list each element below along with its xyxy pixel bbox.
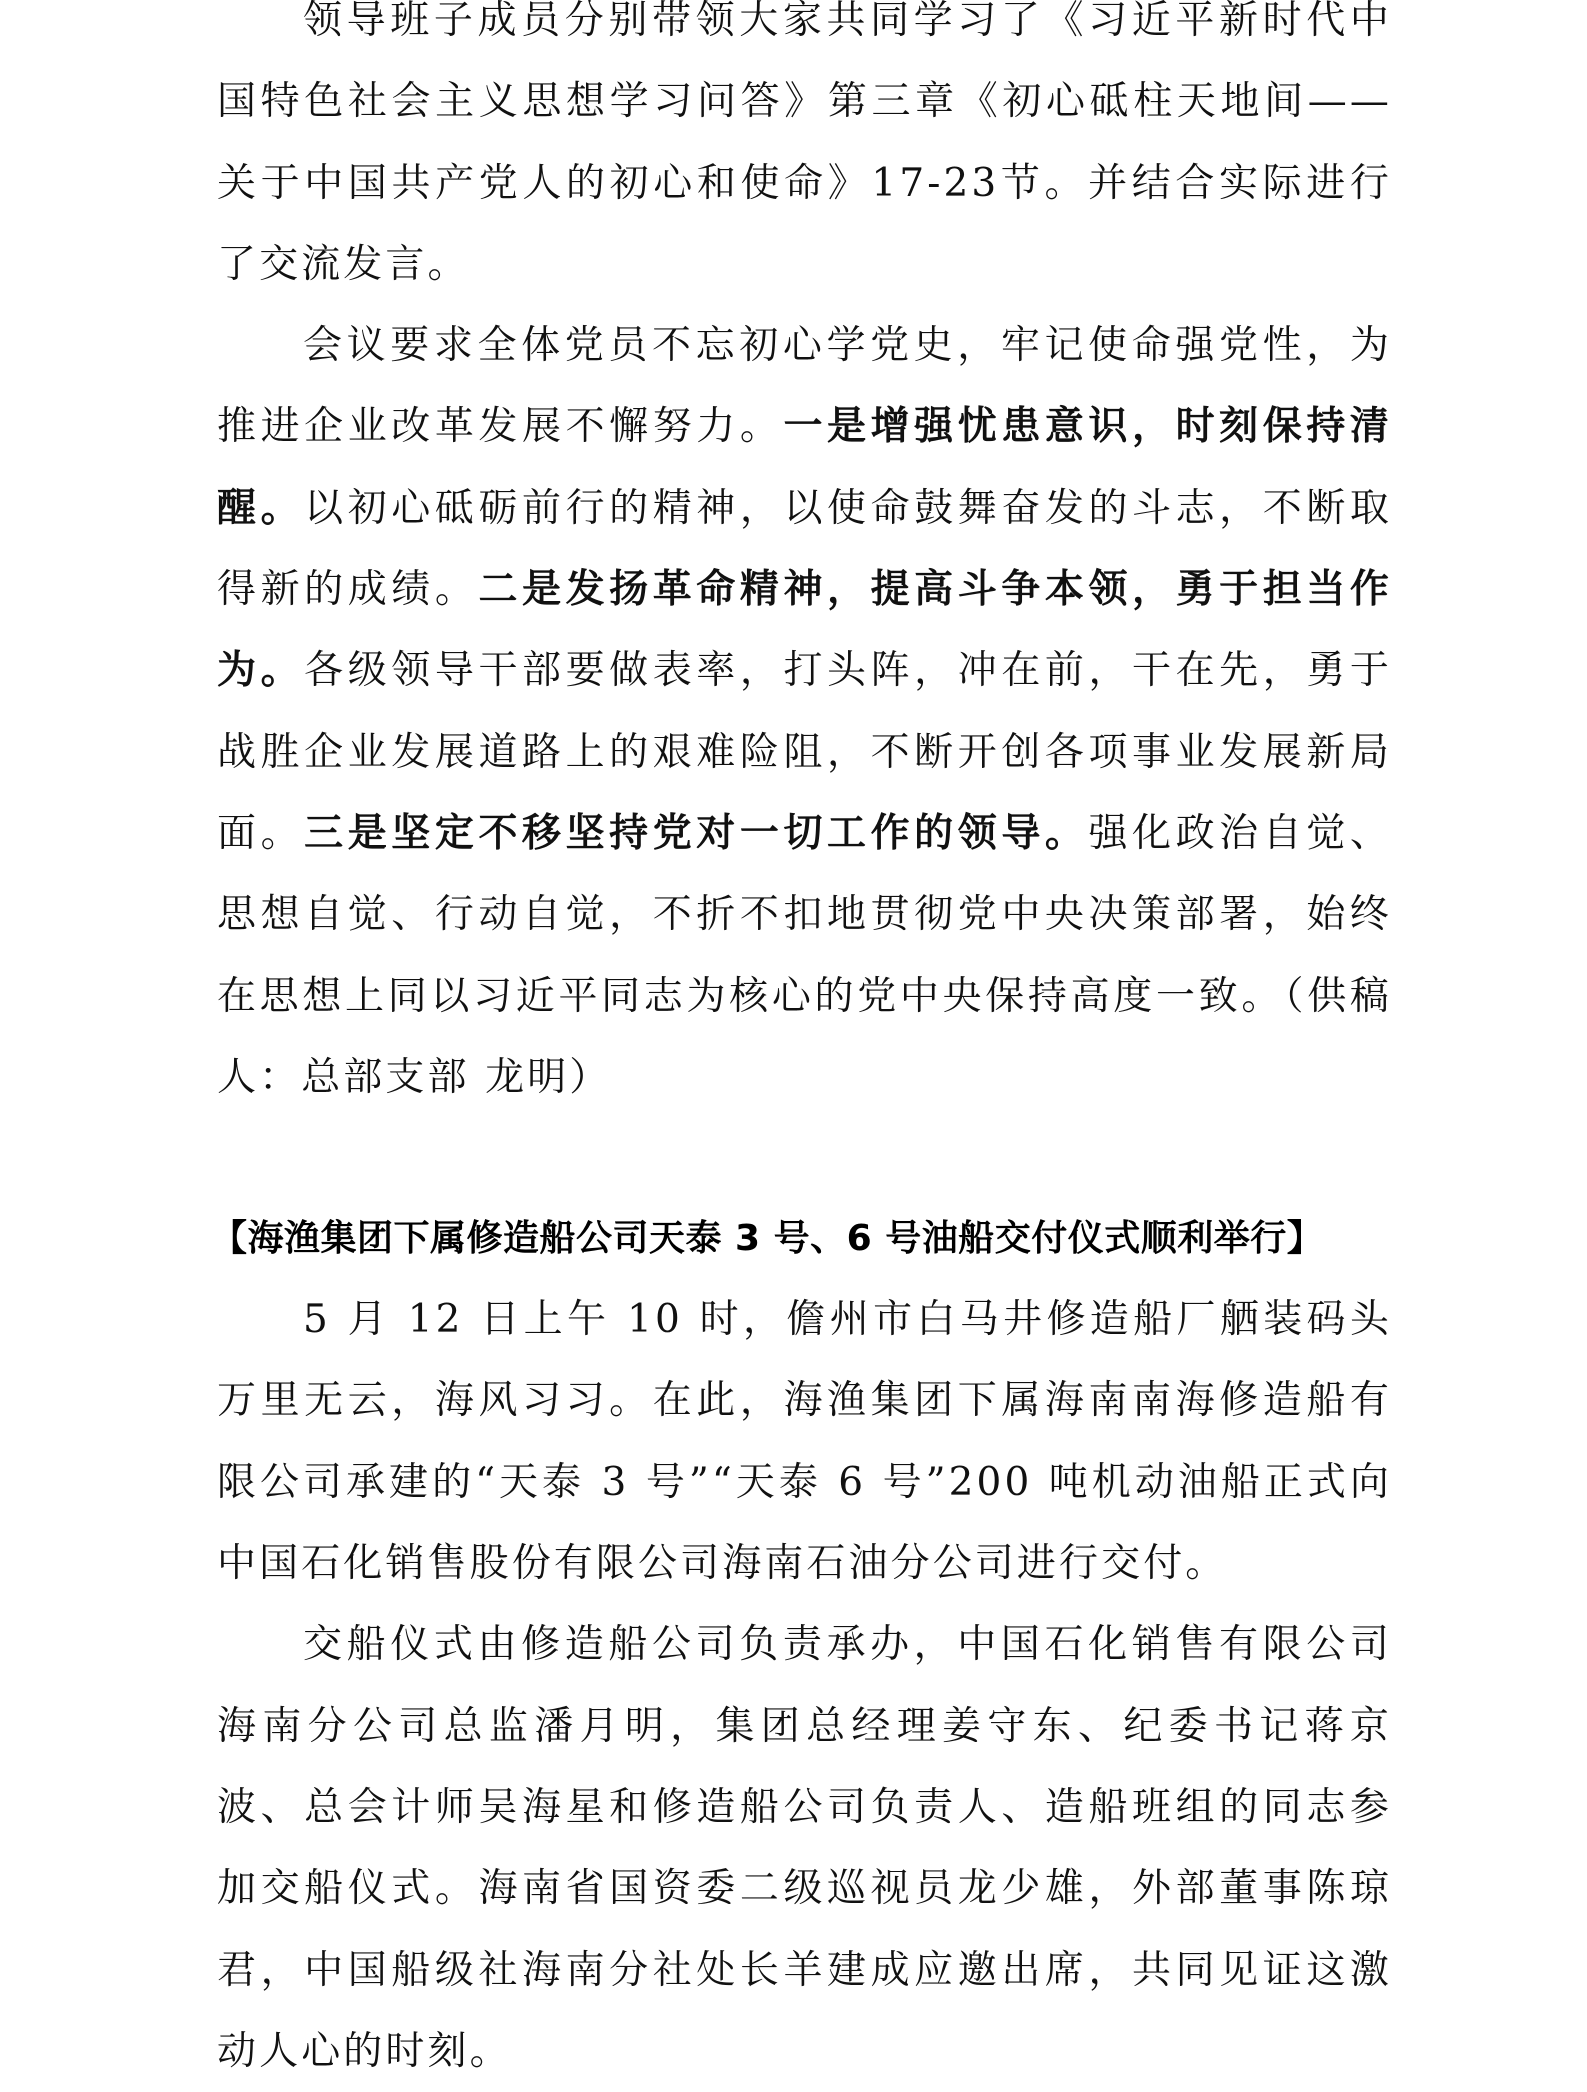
requirements-intro: 会议要求全体党员不忘初心学党史，牢记使命强党性，为推进企业改革发展不懈努力。 [217,323,1392,450]
delivery-text: 5 月 12 日上午 10 时，儋州市白马井修造船厂舾装码头万里无云，海风习习。在此，海渔集团下属海南南海修造船有限公司承建的“天泰 3 号”“天泰 6 号”200 吨机动油船正式向中国石化销售股份有限公司海南石油分公司进行交付。 [217,1297,1392,1587]
point-one-text: 以初心砥砺前行的精神，以使命鼓舞奋发的斗志，不断取得新的成绩。 [217,485,1392,613]
delivery-paragraph [217,1279,1392,1604]
meeting-requirements-paragraph [217,305,1392,1118]
point-three-title: 三是坚定不移坚持党对一切工作的领导。 [304,809,1089,856]
point-two-title: 二是发扬革命精神，提高斗争本领，勇于担当作为。 [217,566,1392,694]
point-one-title: 一是增强忧患意识，时刻保持清醒。 [217,403,1392,531]
point-three-text: 强化政治自觉、思想自觉、行动自觉，不折不扣地贯彻党中央决策部署，始终在思想上同以习近平同志为核心的党中央保持高度一致。 [217,810,1393,1019]
ceremony-text: 交船仪式由修造船公司负责承办，中国石化销售有限公司海南分公司总监潘月明，集团总经理姜守东、纪委书记蒋京波、总会计师吴海星和修造船公司负责人、造船班组的同志参加交船仪式。海南省国资委二级巡视员龙少雄，外部董事陈琼君，中国船级社海南分社处长羊建成应邀出席，共同见证这激动人心的时刻。 [217,1622,1392,2074]
contributor-credit: （供稿人：总部支部 龙明） [217,973,1392,1100]
study-paragraph [217,0,1392,305]
document-body [211,0,1393,2092]
study-text: 领导班子成员分别带领大家共同学习了《习近平新时代中国特色社会主义思想学习问答》第三章《初心砥柱天地间——关于中国共产党人的初心和使命》17-23节。并结合实际进行了交流发言。 [217,0,1392,287]
ceremony-paragraph [217,1604,1392,2092]
section-spacer [217,1118,1392,1198]
news-heading: 【海渔集团下属修造船公司天泰 3 号、6 号油船交付仪式顺利举行】 [211,1218,1324,1260]
point-two-text: 各级领导干部要做表率，打头阵，冲在前，干在先，勇于战胜企业发展道路上的艰难险阻，不断开创各项事业发展新局面。 [217,648,1392,856]
